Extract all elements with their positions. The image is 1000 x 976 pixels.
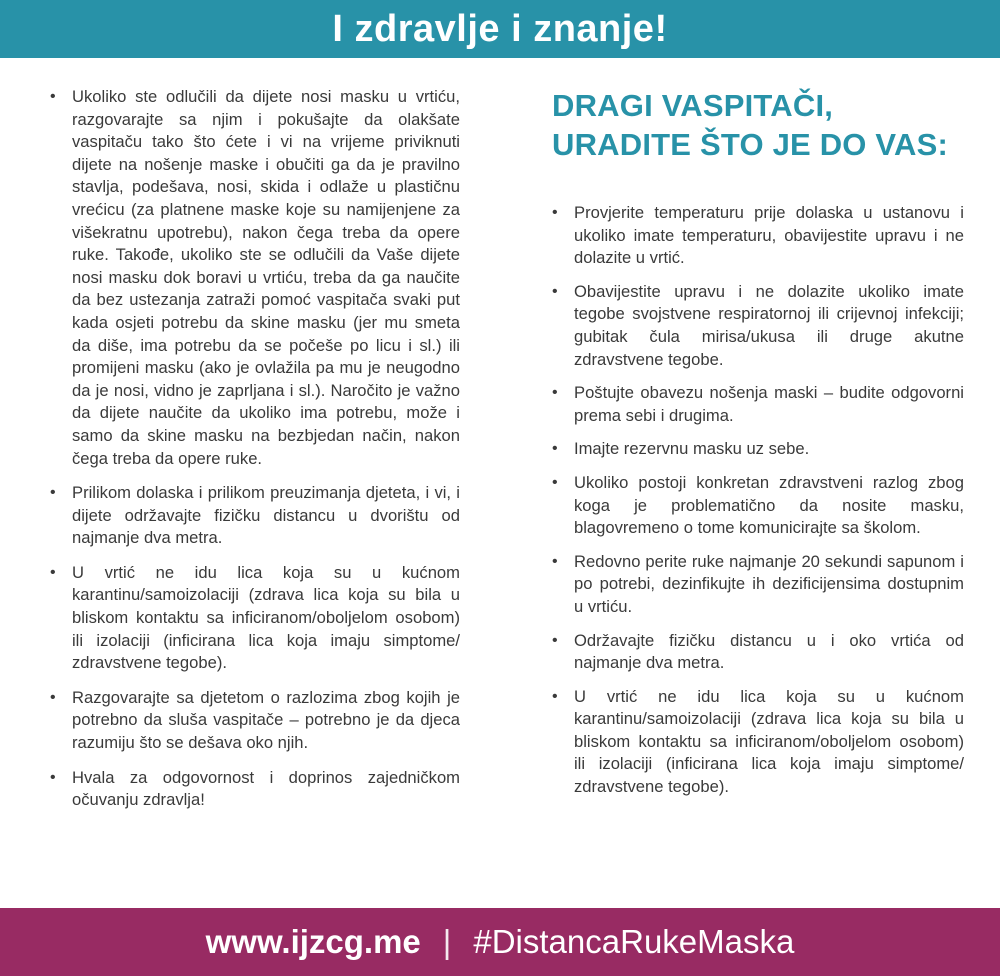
heading-line-1: DRAGI VASPITAČI,	[552, 88, 834, 123]
list-item: • Održavajte fizičku distancu u i oko vrtića od najmanje dva metra.	[552, 630, 964, 675]
hashtag-text: #DistancaRukeMaska	[473, 923, 795, 960]
list-item: • Obavijestite upravu i ne dolazite ukoliko imate tegobe svojstvene respiratornoj ili crijevnoj infekciji; gubitak čula mirisa/ukusa ili druge akutne zdravstvene tegobe.	[552, 281, 964, 371]
list-item: • Imajte rezervnu masku uz sebe.	[552, 438, 964, 461]
list-item: • Redovno perite ruke najmanje 20 sekundi sapunom i po potrebi, dezinfikujte ih dezificijensima dostupnim u vrtiću.	[552, 551, 964, 619]
list-item: • Razgovarajte sa djetetom o razlozima zbog kojih je potrebno da sluša vaspitače – potrebno je da djeca razumiju što se dešava oko njih.	[50, 687, 460, 755]
list-item: • Hvala za odgovornost i doprinos zajedničkom očuvanju zdravlja!	[50, 767, 460, 812]
footer-separator: |	[442, 923, 452, 960]
left-column	[50, 86, 460, 824]
section-heading	[552, 86, 964, 164]
header-banner	[0, 0, 1000, 58]
list-item: • U vrtić ne idu lica koja su u kućnom karantinu/samoizolaciji (zdrava lica koja su bila u bliskom kontaktu sa inficiranom/oboljelom osobom) ili izolaciji (inficirana lica koja imaju simptome/ zdravstvene tegobe).	[50, 562, 460, 675]
list-item: • U vrtić ne idu lica koja su u kućnom karantinu/samoizolaciji (zdrava lica koja su bila u bliskom kontaktu sa inficiranom/oboljelom osobom) ili izolaciji (inficirana lica koja imaju simptome/ zdravstvene tegobe).	[552, 686, 964, 799]
website-link[interactable]: www.ijzcg.me	[205, 923, 421, 960]
footer-banner	[0, 908, 1000, 976]
list-item: • Prilikom dolaska i prilikom preuzimanja djeteta, i vi, i dijete održavajte fizičku distancu u dvorištu od najmanje dva metra.	[50, 482, 460, 550]
page-title: I zdravlje i znanje!	[332, 7, 668, 50]
right-column	[552, 86, 964, 810]
heading-line-2: URADITE ŠTO JE DO VAS:	[552, 127, 948, 162]
list-item: • Provjerite temperaturu prije dolaska u ustanovu i ukoliko imate temperaturu, obavijestite upravu i ne dolazite u vrtić.	[552, 202, 964, 270]
list-item: • Poštujte obavezu nošenja maski – budite odgovorni prema sebi i drugima.	[552, 382, 964, 427]
right-bullet-list	[552, 202, 964, 799]
list-item: • Ukoliko postoji konkretan zdravstveni razlog zbog koga je problematično da nosite masku, blagovremeno o tome komunicirajte sa školom.	[552, 472, 964, 540]
left-bullet-list	[50, 86, 460, 812]
list-item: • Ukoliko ste odlučili da dijete nosi masku u vrtiću, razgovarajte sa njim i pokušajte da olakšate vaspitaču tako što ćete i vi na vrijeme priviknuti dijete na nošenje maske i obučiti ga da je pravilno stavlja, podešava, nosi, skida i odlaže u plastičnu vrećicu (za platnene maske koje su namijenjene za višekratnu upotrebu), nakon čega treba da opere ruke. Takođe, ukoliko ste se odlučili da Vaše dijete nosi masku dok boravi u vrtiću, treba da ga naučite da bez ustezanja zatraži pomoć vaspitača svaki put kada osjeti potrebu da skine masku (jer mu smeta da diše, ima potrebu da se počeše po licu i sl.) ili promijeni masku (ako je ovlažila pa mu je neugodno da je nosi, vidno je zaprljana i sl.). Naročito je važno da dijete naučite da ukoliko ima potrebu, može i samo da skine masku na bezbjedan način, nakon čega treba da opere ruke.	[50, 86, 460, 470]
